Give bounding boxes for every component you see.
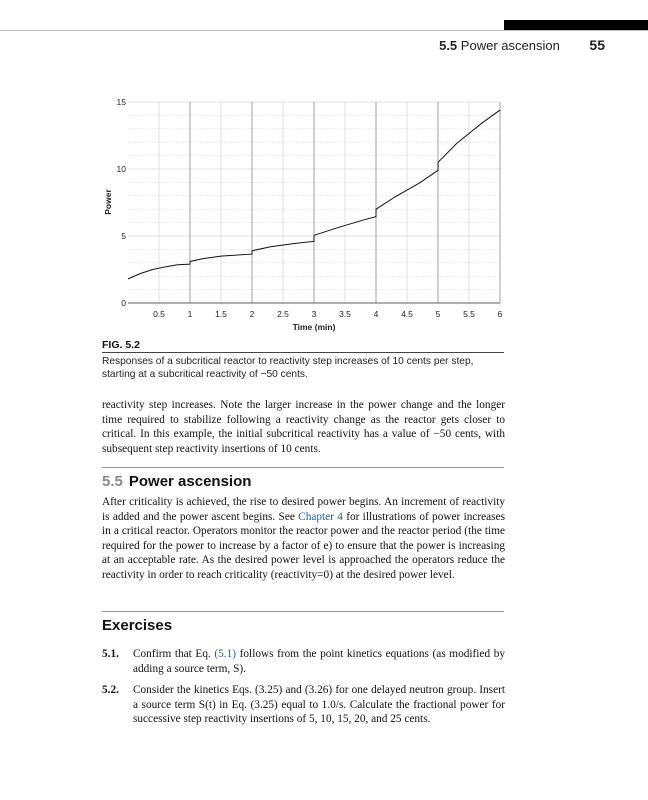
text-run: −50 xyxy=(433,428,452,440)
figure-caption-rule xyxy=(102,352,504,353)
x-tick-label: 1.5 xyxy=(215,309,227,319)
running-head-section-number: 5.5 xyxy=(439,38,458,53)
x-tick-label: 3.5 xyxy=(339,309,351,319)
x-tick-label: 5 xyxy=(435,309,441,319)
exercises-heading: Exercises xyxy=(102,617,173,634)
text-run: After criticality is achieved, the rise to desired power begins. An increment of reactivity is added and the power ascent begins. See xyxy=(102,496,505,523)
exercise-number: 5.2. xyxy=(102,684,119,696)
figure-caption xyxy=(102,355,506,381)
x-tick-label: 0.5 xyxy=(153,309,165,319)
x-tick-label: 2 xyxy=(249,309,255,319)
page-number: 55 xyxy=(589,37,605,53)
x-tick-label: 5.5 xyxy=(463,309,475,319)
section-number: 5.5 xyxy=(102,473,123,490)
text-run: Consider the kinetics Eqs. (3.25) and (3.26) for one delayed neutron group. Insert a source term S(t) in Eq. (3.25) equal to 1.0/s. Calculate the fractional power for successive step reactivity insertions of 5, 10, 15, 20, and 25 cents. xyxy=(133,684,505,725)
text-run: reactivity step increases. Note the larger increase in the power change and the longer time required to stabilize following a reactivity change as the reactor gets closer to critical. In this example, the initial subcritical reactivity has a value of xyxy=(102,399,505,440)
text-run: for illustrations of power increases in a critical reactor. Operators monitor the reactor power and the reactor period (the time required for the power to increase by a factor of e) to ensure that the power is increasing at an acceptable rate. As the desired power level is approached the operators reduce the reactivity in order to reach criticality (reactivity xyxy=(102,510,505,581)
exercise-text xyxy=(133,683,505,727)
y-tick-label: 15 xyxy=(116,97,126,107)
x-tick-label: 1 xyxy=(187,309,193,319)
x-tick-label: 4 xyxy=(373,309,379,319)
exercise-text xyxy=(133,647,505,676)
caption-minus-50: −50 xyxy=(260,369,278,380)
y-tick-label: 5 xyxy=(121,231,126,241)
y-tick-label: 0 xyxy=(121,298,126,308)
exercise-item xyxy=(102,647,505,676)
paragraph-step-increases xyxy=(102,398,505,456)
chart-grid xyxy=(128,102,500,303)
x-tick-label: 6 xyxy=(497,309,503,319)
x-tick-label: 3 xyxy=(311,309,317,319)
chapter-4-link[interactable]: Chapter 4 xyxy=(298,510,343,523)
y-tick-labels xyxy=(117,97,127,308)
exercise-item xyxy=(102,683,505,727)
text-run: Confirm that Eq. xyxy=(133,648,215,660)
section-title: Power ascension xyxy=(128,473,252,490)
text-run: = xyxy=(317,568,324,581)
section-rule-top xyxy=(102,467,504,468)
y-tick-label: 10 xyxy=(116,164,126,174)
x-axis-label: Time (min) xyxy=(292,322,336,332)
caption-part: Responses of a subcritical reactor to reactivity step increases of 10 cents per step, starting at a subcritical reactivity of xyxy=(102,356,474,380)
x-tick-labels xyxy=(153,309,503,319)
text-run: 0) at the desired power level. xyxy=(323,568,455,581)
section-heading xyxy=(102,473,251,490)
text-run: follows from the point kinetics equations (as modified by adding a source term, S). xyxy=(133,648,505,675)
text-run: cents, with subsequent step reactivity insertions of 10 cents. xyxy=(102,428,505,455)
eq-5-1-link[interactable]: (5.1) xyxy=(214,648,237,660)
paragraph-power-ascension xyxy=(102,495,505,582)
exercises-rule-top xyxy=(102,611,504,612)
power-chart xyxy=(0,0,648,340)
running-head-section-title: Power ascension xyxy=(460,38,560,53)
figure-label: FIG. 5.2 xyxy=(102,339,140,351)
y-axis-label: Power xyxy=(103,189,113,215)
x-tick-label: 2.5 xyxy=(277,309,289,319)
caption-part: cents. xyxy=(277,369,308,380)
exercise-number: 5.1. xyxy=(102,648,119,660)
x-tick-label: 4.5 xyxy=(401,309,413,319)
